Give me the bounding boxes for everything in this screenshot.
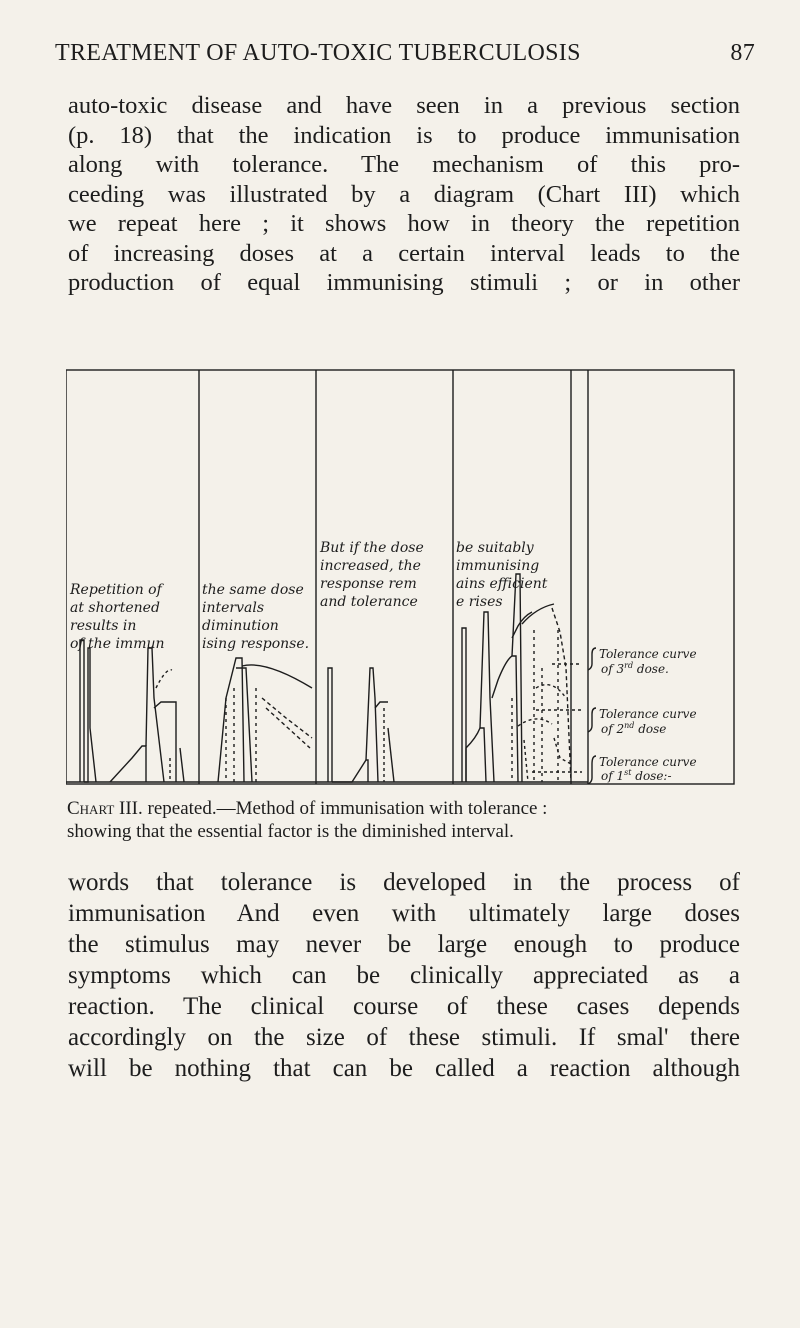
legend-3rd-line2: of 3rd dose. xyxy=(601,661,669,676)
legend-3rd-line1: Tolerance curve xyxy=(599,647,697,661)
caption-line1-text: repeated.—Method of immunisation with tolerance : xyxy=(142,798,548,819)
panel1-curves xyxy=(80,640,184,782)
text-line: will be nothing that can be called a reaction although xyxy=(68,1055,740,1082)
legend-2nd-line1: Tolerance curve xyxy=(599,707,697,721)
panel1-line3: results in xyxy=(70,618,137,634)
panel2-line3: diminution xyxy=(202,618,279,634)
text-line: accordingly on the size of these stimuli. If smal' there xyxy=(68,1024,740,1051)
diagram-svg xyxy=(66,368,736,788)
paragraph-bottom xyxy=(68,867,740,1084)
text-line: (p. 18) that the indication is to produce immunisation xyxy=(68,121,740,149)
panel4-line2: immunising xyxy=(456,558,540,574)
panel3-line3: response rem xyxy=(320,576,417,592)
text-line: ceeding was illustrated by a diagram (Chart III) which xyxy=(68,180,740,208)
chart-iii-diagram xyxy=(66,368,736,788)
panel4-line3: ains efficient xyxy=(456,576,548,592)
legend-2nd-line2: of 2nd dose xyxy=(601,721,667,736)
caption-line1 xyxy=(67,797,747,820)
panel4-line1: be suitably xyxy=(456,540,534,556)
text-line: of increasing doses at a certain interval leads to the xyxy=(68,239,740,267)
caption-line2: showing that the essential factor is the diminished interval. xyxy=(67,821,514,842)
figure-caption xyxy=(67,797,747,843)
text-line: immunisation And even with ultimately large doses xyxy=(68,900,740,927)
caption-label: Chart III. xyxy=(67,798,143,819)
panel3-line4: and tolerance xyxy=(320,594,418,610)
paragraph-top xyxy=(68,91,740,298)
text-line: auto-toxic disease and have seen in a previous section xyxy=(68,92,740,119)
text-line: production of equal immunising stimuli ; or in other xyxy=(68,269,740,296)
legend-1st-line2: of 1st dose:- xyxy=(601,768,672,783)
running-header xyxy=(55,40,755,72)
panel3-curves xyxy=(328,668,394,782)
text-line: symptoms which can be clinically appreciated as a xyxy=(68,962,740,989)
text-line: the stimulus may never be large enough to produce xyxy=(68,931,740,958)
page-number: 87 xyxy=(730,40,755,66)
text-line: we repeat here ; it shows how in theory the repetition xyxy=(68,210,740,237)
running-head-title: TREATMENT OF AUTO-TOXIC TUBERCULOSIS xyxy=(55,40,581,66)
legend-1st-line1: Tolerance curve xyxy=(599,755,697,769)
legend xyxy=(599,647,697,783)
panel4-line4: e rises xyxy=(456,594,503,610)
panel2-line1: the same dose xyxy=(202,582,304,598)
panel1-line2: at shortened xyxy=(70,600,160,616)
panel2-line2: intervals xyxy=(202,600,265,616)
text-line: along with tolerance. The mechanism of this pro- xyxy=(68,151,740,178)
panel2-curves xyxy=(218,658,312,782)
panel3-line1: But if the dose xyxy=(320,540,424,556)
text-line: reaction. The clinical course of these cases depends xyxy=(68,993,740,1020)
panel1-line4: of the immun xyxy=(70,636,165,652)
panel-labels xyxy=(69,540,548,652)
panel3-line2: increased, the xyxy=(320,558,421,574)
text-line: words that tolerance is developed in the process of xyxy=(68,869,740,896)
panel1-line1: Repetition of xyxy=(70,582,162,598)
panel2-line4: ising response. xyxy=(202,636,310,652)
